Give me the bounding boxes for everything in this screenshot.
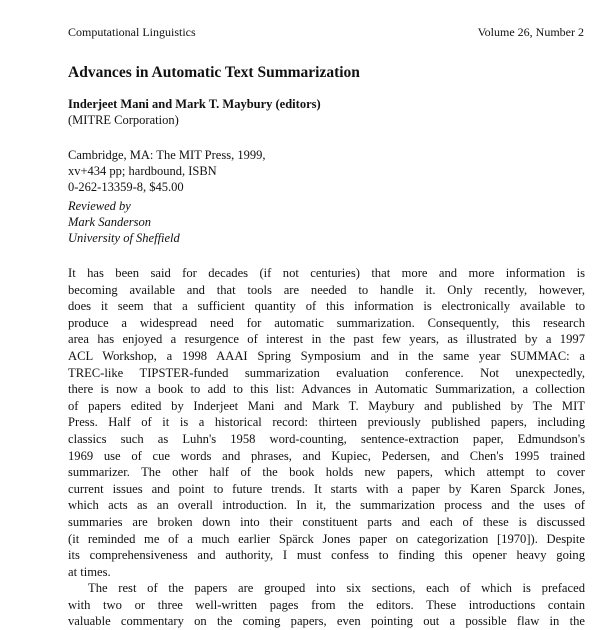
publication-line: 0-262-13359-8, $45.00 xyxy=(68,180,184,194)
body-text-line: does it seem that a sufficient quantity of this information is electronically available to xyxy=(68,299,585,314)
running-header-journal: Computational Linguistics xyxy=(68,25,196,39)
running-header-volume: Volume 26, Number 2 xyxy=(477,25,584,39)
reviewed-by-label: Reviewed by xyxy=(68,199,131,213)
publication-line: xv+434 pp; hardbound, ISBN xyxy=(68,164,217,178)
body-text-line: produce a widespread need for automatic summarization. Consequently, this research xyxy=(68,315,585,330)
editor-affiliation: (MITRE Corporation) xyxy=(68,113,179,127)
body-text-line: at times. xyxy=(68,564,111,579)
publication-info xyxy=(68,147,265,195)
reviewer-affiliation: University of Sheffield xyxy=(68,231,180,245)
body-text-line: 1969 use of cue words and phrases, and Kupiec, Pedersen, and Chen's 1995 trained xyxy=(68,448,585,463)
body-text-line: summaries are broken down into their constituent parts and each of these is discussed xyxy=(68,514,585,529)
body-text-line: Press. Half of it is a historical record: thirteen previously published papers, including xyxy=(68,415,585,430)
body-text-line: (it reminded me of a much earlier Spärck Jones paper on categorization [1970]). Despite xyxy=(68,531,585,546)
body-text-line: classics such as Luhn's 1958 word-counting, sentence-extraction paper, Edmundson's xyxy=(68,431,585,446)
body-text-line: summarizer. The other half of the book holds new papers, which attempt to cover xyxy=(68,465,585,480)
body-text-line: current issues and point to future trends. It starts with a paper by Karen Sparck Jones, xyxy=(68,481,585,496)
reviewer-block xyxy=(68,198,180,246)
reviewer-name: Mark Sanderson xyxy=(68,215,151,229)
body-text-line: The rest of the papers are grouped into six sections, each of which is prefaced xyxy=(88,581,585,596)
editors-block xyxy=(68,96,321,128)
body-text-line: ACL Workshop, a 1998 AAAI Spring Symposium and in the same year SUMMAC: a xyxy=(68,348,585,363)
body-text-line: of papers edited by Inderjeet Mani and Mark T. Maybury and published by The MIT xyxy=(68,398,585,413)
body-text-line: with two or three well-written pages from the editors. These introductions contain xyxy=(68,597,585,612)
body-text-line: there is now a book to add to this list: Advances in Automatic Summarization, a collection xyxy=(68,382,585,397)
editor-names: Inderjeet Mani and Mark T. Maybury (editors) xyxy=(68,97,321,111)
body-text-line: area has enjoyed a resurgence of interest in the past few years, as illustrated by a 1997 xyxy=(68,332,585,347)
body-text-line: It has been said for decades (if not centuries) that more and more information is xyxy=(68,266,585,280)
publication-line: Cambridge, MA: The MIT Press, 1999, xyxy=(68,148,266,162)
body-text-line: becoming available and that tools are needed to handle it. Only recently, however, xyxy=(68,282,585,297)
review-title: Advances in Automatic Text Summarization xyxy=(68,64,360,81)
body-text-line: TREC-like TIPSTER-funded summarization evaluation conference. Not unexpectedly, xyxy=(68,365,585,380)
body-text-line: its comprehensiveness and authority, I must confess to finding this opener heavy going xyxy=(68,548,585,563)
review-body xyxy=(68,265,585,630)
body-text-line: valuable commentary on the coming papers, even pointing out a possible flaw in the xyxy=(68,614,585,629)
body-text-line: which acts as an overall introduction. In it, the summarization process and the uses of xyxy=(68,498,585,513)
